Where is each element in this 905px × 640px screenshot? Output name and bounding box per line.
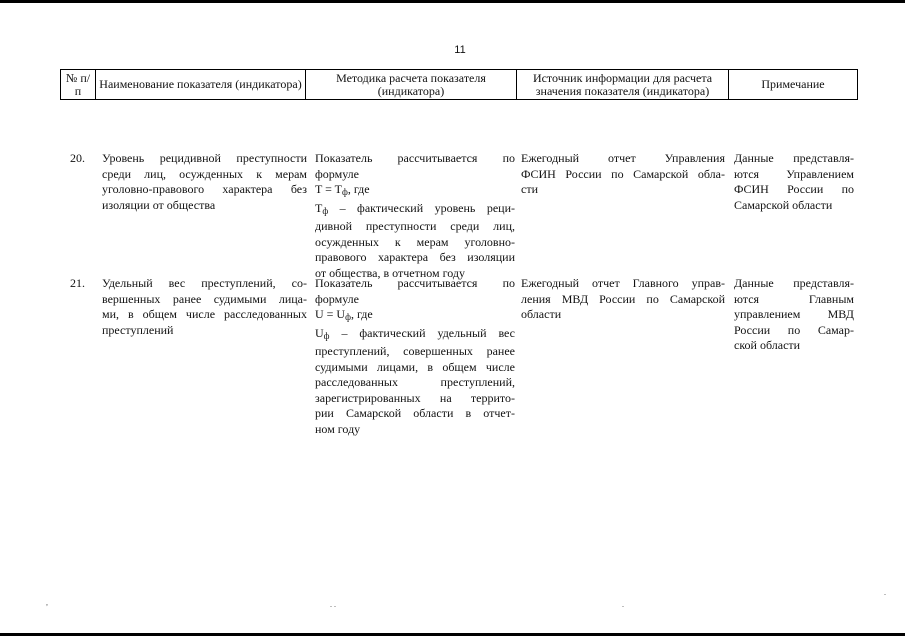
page-number: 11: [454, 44, 466, 56]
text-line: изоляции от общества: [102, 197, 216, 212]
text-line: осужденных к мерам уголовно-: [315, 234, 515, 249]
text-line: Уровень рецидивной преступности: [102, 151, 307, 165]
text-line: области: [521, 307, 562, 321]
information-source: [521, 151, 725, 198]
text-line: ФСИН России по Самарской обла-: [521, 166, 725, 181]
text-line: Данные представля-: [734, 276, 854, 290]
subscript: ф: [322, 205, 329, 216]
text-line: преступлений: [102, 322, 174, 337]
text-line: уголовно-правового характера без: [102, 182, 307, 196]
definition-line: $U_ф$ – фактический удельный вес: [315, 325, 515, 341]
text-line: Ежегодный отчет Управления: [521, 151, 725, 165]
subscript: ф: [323, 330, 330, 341]
header-information-source: Источник информации для расчета значения показателя (индикатора): [517, 70, 729, 99]
text-line: ской области: [734, 338, 801, 352]
text-line: Удельный вес преступлений, со-: [102, 276, 307, 290]
indicator-name: [102, 276, 307, 338]
formula-line: $U = U_ф$, где: [315, 307, 373, 322]
text-line: России по Самар-: [734, 322, 854, 337]
header-note: Примечание: [729, 70, 858, 99]
text-line: дивной преступности среди лиц,: [315, 219, 515, 233]
note: [734, 151, 854, 213]
subscript: ф: [342, 187, 348, 197]
text-line: сти: [521, 182, 538, 196]
text-line: Самарской области: [734, 197, 833, 212]
text-line: зарегистрированных на террито-: [315, 390, 515, 405]
header-indicator-name: Наименование показателя (индикатора): [96, 70, 306, 99]
subscript: ф: [345, 312, 351, 322]
scan-speck: . .: [330, 600, 336, 609]
text-line: ном году: [315, 421, 361, 436]
text-line: расследованных преступлений,: [315, 375, 515, 389]
text-line: ления МВД России по Самарской: [521, 291, 725, 306]
table-header: [60, 69, 858, 100]
definition-line: $T_ф$ – фактический уровень реци-: [315, 200, 515, 216]
text-line: формуле: [315, 166, 359, 181]
information-source: [521, 276, 725, 323]
text-line: ми, в общем числе расследованных: [102, 307, 307, 321]
calculation-method: [315, 151, 515, 281]
header-number: № п/п: [60, 70, 96, 99]
row-number: 21.: [70, 276, 85, 290]
text-line: судимыми лицами, в общем числе: [315, 359, 515, 374]
note: [734, 276, 854, 354]
text-line: среди лиц, осужденных к мерам: [102, 166, 307, 181]
scan-speck: .: [622, 600, 624, 609]
text-line: Данные представля-: [734, 151, 854, 165]
text-line: ются Управлением: [734, 166, 854, 181]
text-line: от общества, в отчетном году: [315, 265, 465, 280]
formula-line: $T = T_ф$, где: [315, 182, 370, 197]
text-line: рии Самарской области в отчет-: [315, 406, 515, 420]
top-border-line: [0, 0, 905, 3]
row-number: 20.: [70, 151, 85, 165]
scan-speck: ,: [46, 598, 48, 607]
calculation-method: [315, 276, 515, 437]
indicator-name: [102, 151, 307, 213]
text-line: Ежегодный отчет Главного управ-: [521, 276, 725, 290]
text-line: правового характера без изоляции: [315, 250, 515, 264]
text-line: управлением МВД: [734, 307, 854, 321]
header-calculation-method: Методика расчета показателя (индикатора): [306, 70, 517, 99]
scan-speck: .: [884, 588, 886, 597]
bottom-border-line: [0, 633, 905, 636]
text-line: Показатель рассчитывается по: [315, 276, 515, 290]
text-line: Показатель рассчитывается по: [315, 151, 515, 165]
text-line: формуле: [315, 291, 359, 306]
text-line: ФСИН России по: [734, 182, 854, 196]
text-line: преступлений, совершенных ранее: [315, 344, 515, 358]
text-line: вершенных ранее судимыми лица-: [102, 291, 307, 306]
text-line: ются Главным: [734, 291, 854, 306]
